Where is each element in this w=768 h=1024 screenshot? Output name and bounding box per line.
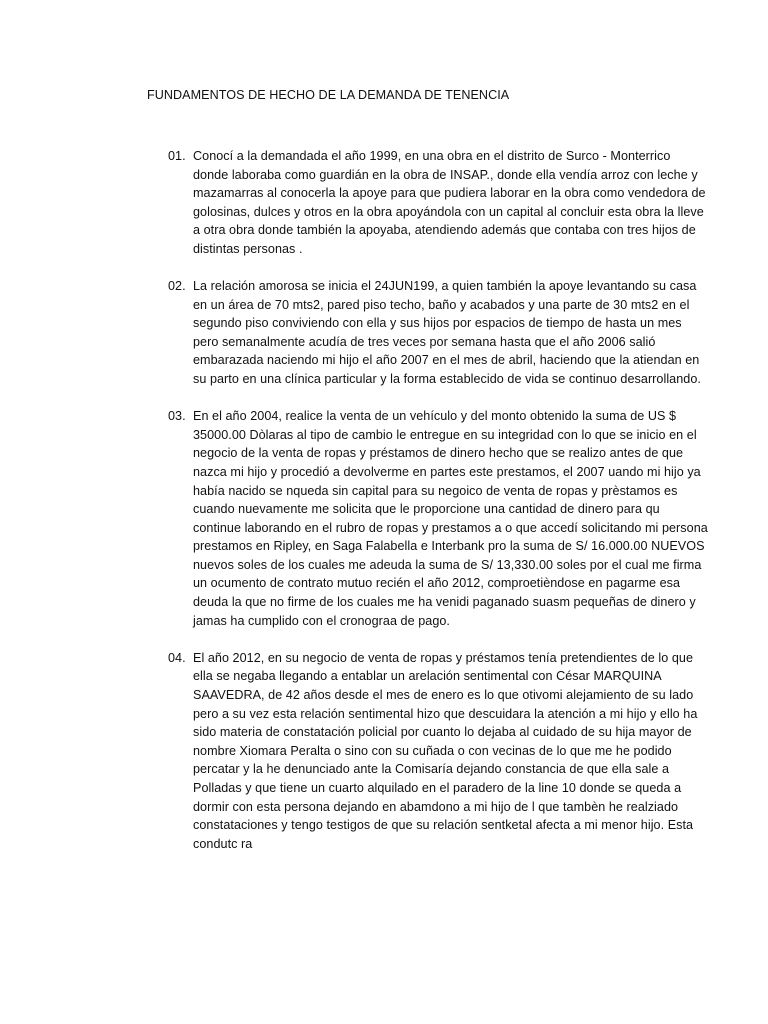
fact-number: 03. — [168, 409, 186, 424]
fact-number: 02. — [168, 279, 186, 294]
fact-number: 01. — [168, 149, 186, 163]
fact-item-02 — [168, 277, 708, 389]
facts-list — [168, 147, 708, 872]
fact-text: El año 2012, en su negocio de venta de ropas y préstamos tenía pretendientes de lo que ella se negaba llegando a entablar un arelación sentimental con César MARQUINA SAAVEDRA, de 42 años desde el mes de enero es lo que otivomi alejamiento de su lado pero a su vez esta relación sentimental hizo que descuidara la atención a mi hijo y ello ha sido materia de constatación policial por cuanto lo dejaba al cuidado de su hija mayor de nombre Xiomara Peralta o sino con su cuñada o con vecinas de lo que me he podido percatar y la he denunciado ante la Comisaría dejando constancia de que ella sale a Polladas y que tiene un cuarto alquilado en el paradero de la line 10 donde se queda a dormir con esta persona dejando en abamdono a mi hijo de l que tambèn he realziado constataciones y tengo testigos de que su relación sentketal afecta a mi menor hijo. Esta condutc ra — [193, 650, 698, 851]
fact-item-01 — [168, 147, 708, 259]
document-title: FUNDAMENTOS DE HECHO DE LA DEMANDA DE TENENCIA — [147, 88, 510, 102]
fact-item-04 — [168, 649, 708, 854]
fact-text: Conocí a la demandada el año 1999, en una obra en el distrito de Surco - Monterrico donde laboraba como guardián en la obra de INSAP., donde ella vendía arroz con leche y mazamarras al conocerla la apoye para que pudiera laborar en la obra como vendedora de golosinas, dulces y otros en la obra apoyándola con un capital al concluir esta obra la lleve a otra obra donde también la apoyaba, atendiendo además que contaba con tres hijos de distintas personas . — [193, 149, 706, 256]
fact-text: La relación amorosa se inicia el 24JUN199, a quien también la apoye levantando su casa en un área de 70 mts2, pared piso techo, baño y acabados y una parte de 30 mts2 en el segundo piso conviviendo con ella y sus hijos por espacios de tiempo de hasta un mes pero semanalmente acudía de tres veces por semana hasta que el año 2006 salió embarazada naciendo mi hijo el año 2007 en el mes de abril, haciendo que la atiendan en su parto en una clínica particular y la forma establecido de vida se continuo desarrollando. — [193, 279, 701, 387]
fact-item-03 — [168, 407, 708, 630]
fact-number: 04. — [168, 650, 186, 665]
fact-text: En el año 2004, realice la venta de un vehículo y del monto obtenido la suma de US $ 35000.00 Dòlaras al tipo de cambio le entregue en su integridad con lo que se inicio en el negocio de la venta de ropas y préstamos de dinero hecho que se realizo antes de que nazca mi hijo y procedió a devolverme en partes este prestamos, el 2007 uando mi hijo ya había nacido se nqueda sin capital para su negoico de venta de ropas y prèstamos es cuando nuevamente me solicita que le proporcione una cantidad de dinero para qu continue laborando en el rubro de ropas y prestamos a o que accedí solicitando mi persona prestamos en Ripley, en Saga Falabella e Interbank pro la suma de S/ 16.000.00 NUEVOS nuevos soles de los cuales me adeuda la suma de S/ 13,330.00 soles por el cual me firma un ocumento de contrato mutuo recién el año 2012, comproetièndose en pagarme esa deuda la que no firme de los cuales me ha venidi paganado suasm pequeñas de dinero y jamas ha cumplido con el cronograa de pago. — [193, 409, 708, 628]
